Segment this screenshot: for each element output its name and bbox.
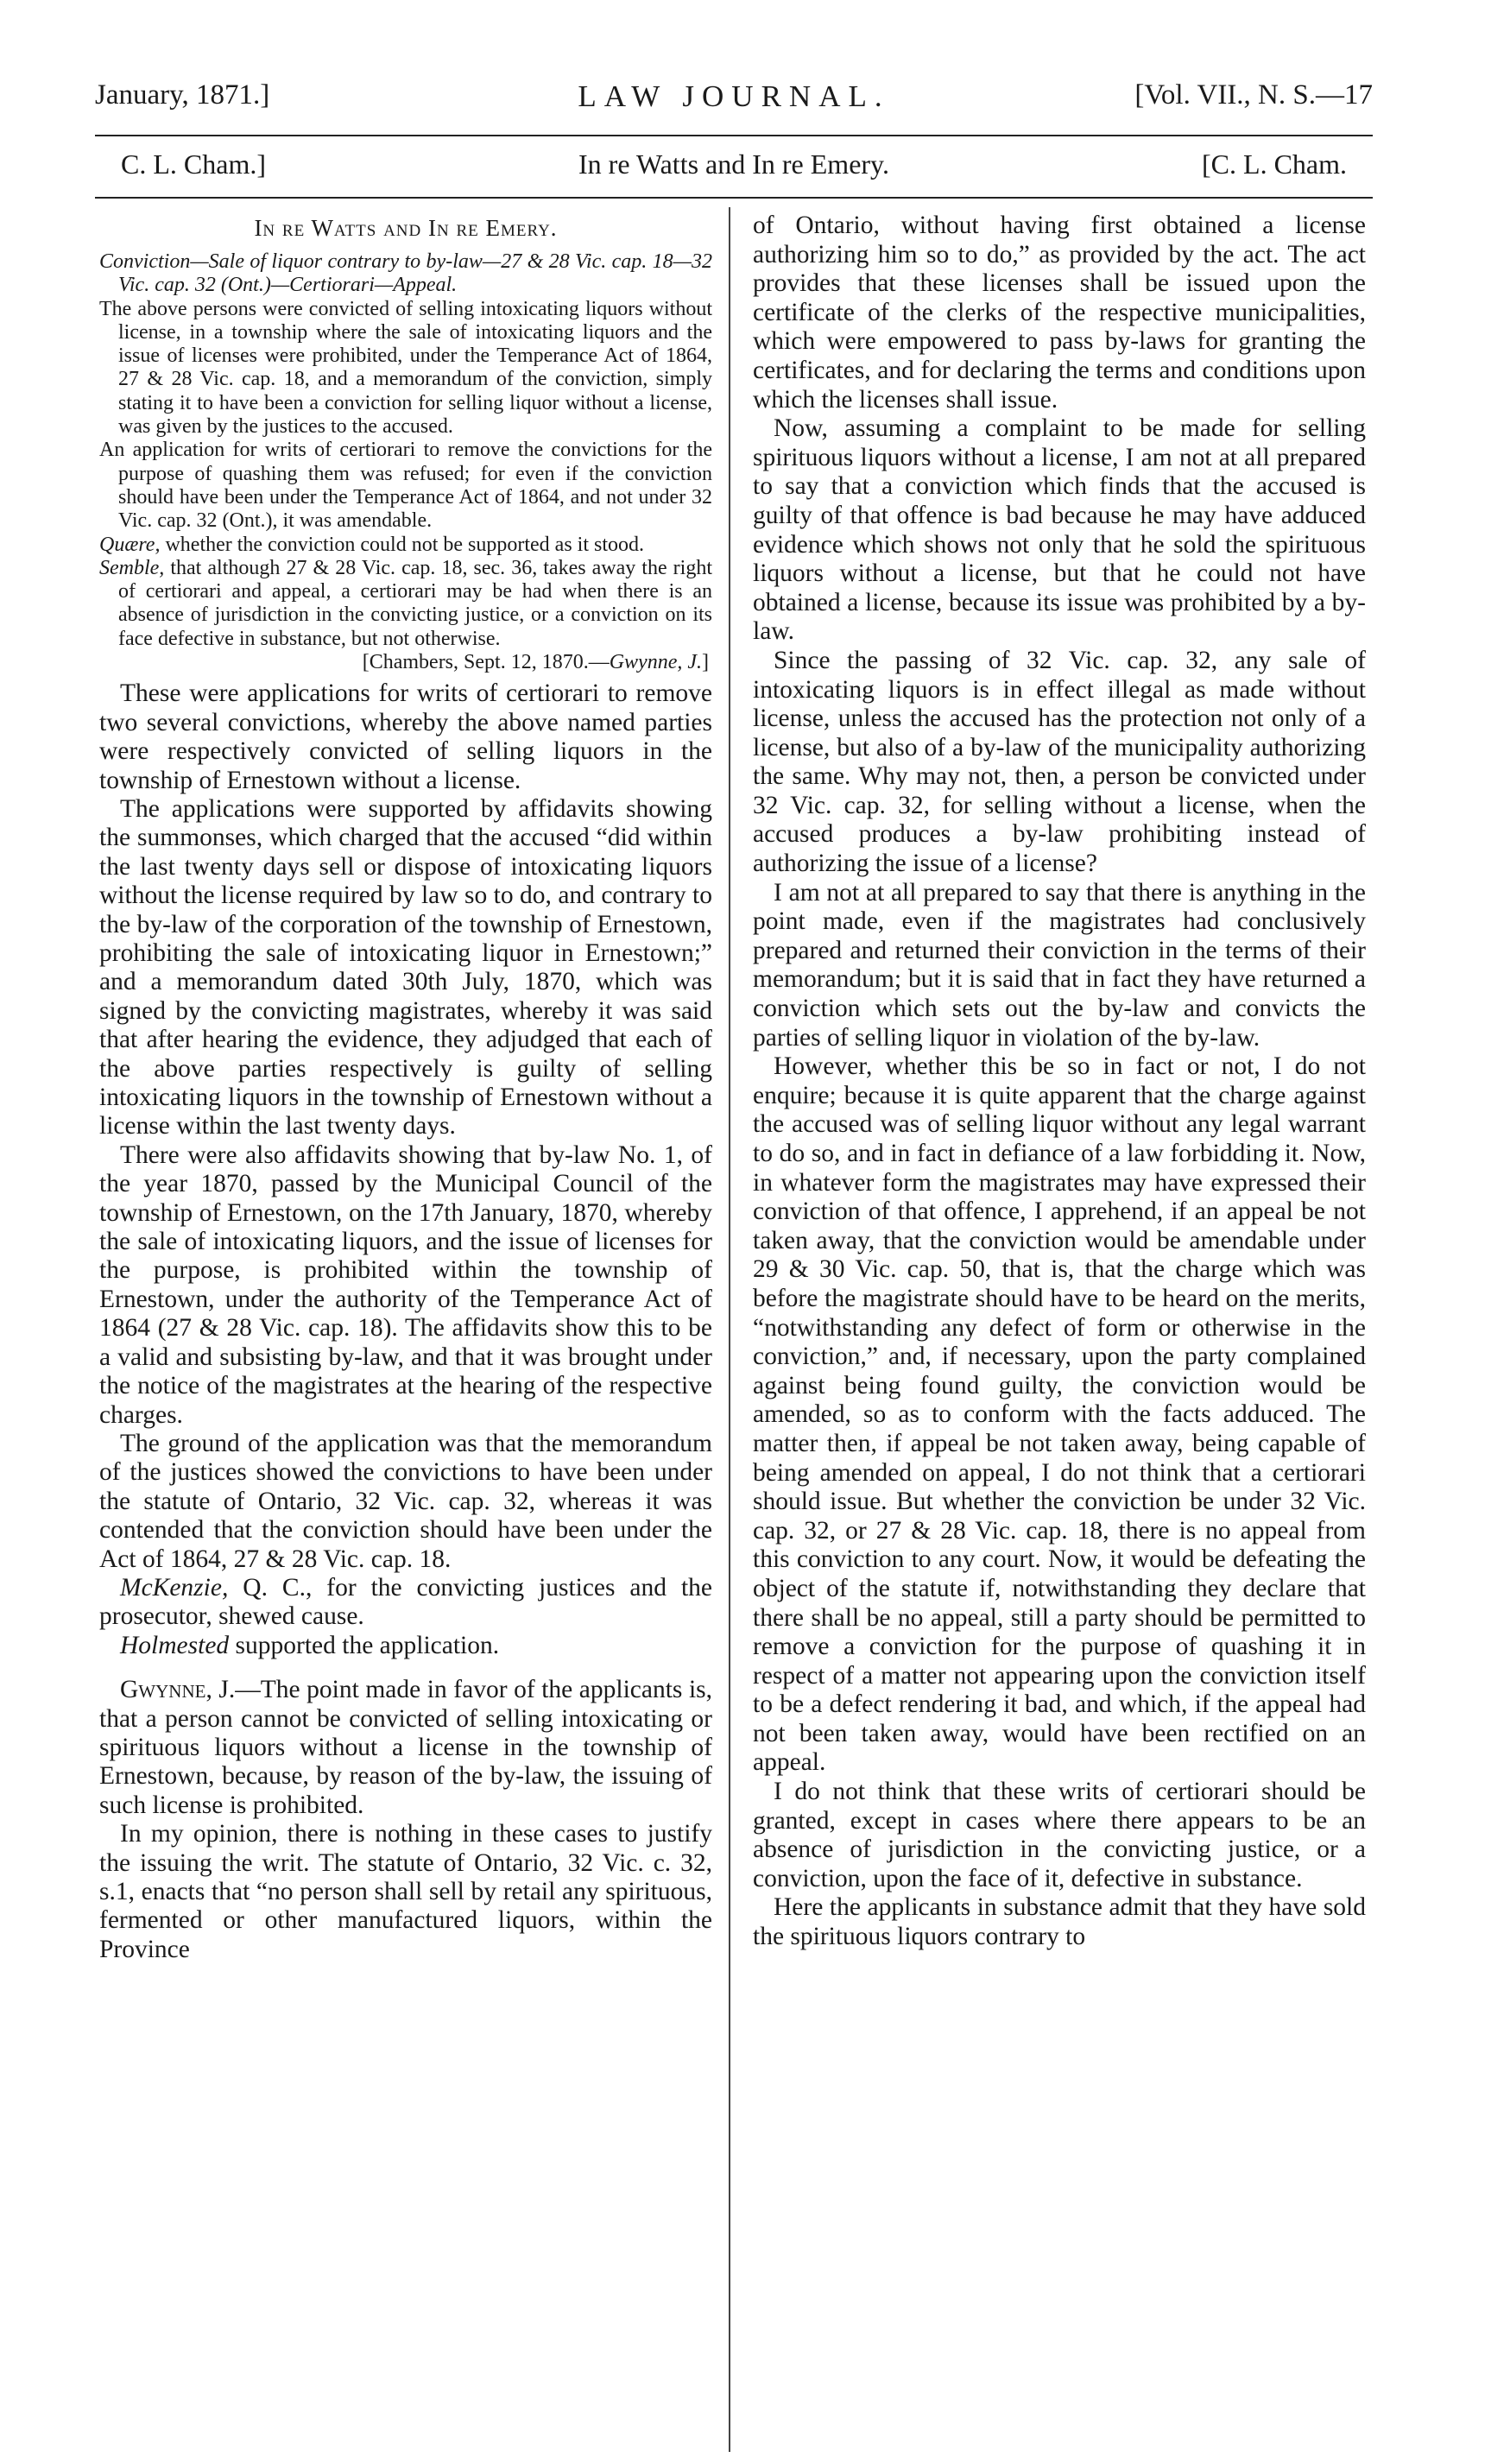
court-right: [C. L. Cham. xyxy=(1202,148,1347,180)
quaere-label: Quære, xyxy=(99,533,161,556)
paragraph: There were also affidavits showing that by-law No. 1, of the year 1870, passed by the Municipal Council of the township of Ernestown, on the 17th January, 1870, whereby the sale of intoxicating liquors, and the issue of licenses for the purpose, is prohibited within the township of Ernestown, under the authority of the Temperance Act of 1864 (27 & 28 Vic. cap. 18). The affidavits show this to be a valid and subsisting by-law, and that it was brought under the notice of the magistrates at the hearing of the respective charges. xyxy=(99,1140,712,1429)
counsel-name: McKenzie, xyxy=(120,1573,229,1602)
court-subheader xyxy=(95,148,1373,188)
volume-page: [Vol. VII., N. S.—17 xyxy=(1134,79,1373,111)
left-column xyxy=(99,212,712,1964)
running-header xyxy=(95,79,1373,123)
paragraph: These were applications for writs of certiorari to remove two several convictions, whereby the above named parties were respectively convicted of selling liquors in the township of Ernestown without a license. xyxy=(99,679,712,794)
headnote-1: The above persons were convicted of selling intoxicating liquors without license, in a township where the sale of intoxicating liquors and the issue of licenses were prohibited, under the Temperance Act of 1864, 27 & 28 Vic. cap. 18, and a memorandum of the conviction, simply stating it to have been a conviction for selling liquor without a license, was given by the justices to the accused. xyxy=(99,297,712,439)
paragraph: of Ontario, without having first obtained a license authorizing him so to do,” as provided by the act. The act provides that these licenses shall be issued upon the certificate of the clerks of the respective municipalities, which were empowered to pass by-laws for granting the certificates, and for declaring the terms and conditions upon which the licenses shall issue. xyxy=(753,212,1366,414)
counsel-name: Holmested xyxy=(120,1631,230,1659)
judge-name: Gwynne, J. xyxy=(120,1676,236,1704)
headnote-2: An application for writs of certiorari to remove the convictions for the purpose of quashing them was refused; for even if the conviction should have been under the Temperance Act of 1864, and not under 32 Vic. cap. 32 (Ont.), it was amendable. xyxy=(99,439,712,533)
counsel-paragraph xyxy=(99,1632,712,1660)
column-divider xyxy=(729,207,730,2452)
issue-date: January, 1871.] xyxy=(95,79,270,111)
case-citation xyxy=(99,651,712,674)
header-rule xyxy=(95,135,1373,136)
semble-text: that although 27 & 28 Vic. cap. 18, sec. 36, takes away the right of certiorari and appeal, a certiorari may be had when there is an absence of jurisdiction in the convicting justice, or a conviction on its face defective in substance, but not otherwise. xyxy=(118,556,712,650)
right-column xyxy=(753,212,1366,1952)
judgment-text: —The point made in favor of the applicants is, that a person cannot be convicted of selling intoxicating or spirituous liquors without a license in the township of Ernestown, because, by reason of the by-law, the issuing of such license is prohibited. xyxy=(99,1676,712,1819)
subheader-rule xyxy=(95,197,1373,199)
paragraph: Here the applicants in substance admit that they have sold the spirituous liquors contrary to xyxy=(753,1893,1366,1951)
quaere-text: whether the conviction could not be supported as it stood. xyxy=(160,533,645,556)
paragraph: Since the passing of 32 Vic. cap. 32, any sale of intoxicating liquors is in effect illegal as made without license, unless the accused has the protection not only of a license, but also of a by-law of the municipality authorizing the same. Why may not, then, a person be convicted under 32 Vic. cap. 32, for selling without a license, when the accused produces a by-law prohibiting instead of authorizing the issue of a license? xyxy=(753,646,1366,878)
semble-label: Semble, xyxy=(99,556,165,579)
paragraph: In my opinion, there is nothing in these cases to justify the issuing the writ. The statute of Ontario, 32 Vic. c. 32, s.1, enacts that “no person shall sell by retail any spirituous, fermented or other manufactured liquors, within the Province xyxy=(99,1820,712,1963)
paragraph: I do not think that these writs of certiorari should be granted, except in cases where there appears to be an absence of jurisdiction in the convicting justice, or a conviction, upon the face of it, defective in substance. xyxy=(753,1778,1366,1892)
paragraph: The applications were supported by affidavits showing the summonses, which charged that the accused “did within the last twenty days sell or dispose of intoxicating liquors without the license required by law so to do, and contrary to the by-law of the corporation of the township of Ernestown, prohibiting the sale of intoxicating liquor in Ernestown;” and a memorandum dated 30th July, 1870, which was signed by the convicting magistrates, whereby it was said that after hearing the evidence, they adjudged that each of the above parties respectively is guilty of selling intoxicating liquors in the township of Ernestown without a license within the last twenty days. xyxy=(99,794,712,1140)
counsel-paragraph xyxy=(99,1574,712,1632)
headnote-quaere xyxy=(99,534,712,557)
citation-close: ] xyxy=(702,651,709,674)
citation-judge: Gwynne, J. xyxy=(609,651,702,674)
case-running-title: In re Watts and In re Emery. xyxy=(578,148,889,180)
paragraph: Now, assuming a complaint to be made for selling spirituous liquors without a license, I am not at all prepared to say that a conviction which finds that the accused is guilty of that offence is bad because he may have adduced evidence which shows not only that he sold the spirituous liquors without a license, but that he could not have obtained a license, because its issue was prohibited by a by-law. xyxy=(753,414,1366,646)
paragraph: The ground of the application was that the memorandum of the justices showed the convictions to have been under the statute of Ontario, 32 Vic. cap. 32, whereas it was contended that the conviction should have been under the Act of 1864, 27 & 28 Vic. cap. 18. xyxy=(99,1429,712,1573)
headnote-semble xyxy=(99,557,712,651)
court-left: C. L. Cham.] xyxy=(121,148,266,180)
judgment-opening xyxy=(99,1676,712,1820)
citation-court: [Chambers, Sept. 12, 1870.— xyxy=(362,651,610,674)
counsel-text: supported the application. xyxy=(229,1631,500,1659)
case-title: In re Watts and In re Emery. xyxy=(254,215,558,241)
catchwords: Conviction—Sale of liquor contrary to by-law—27 & 28 Vic. cap. 18—32 Vic. cap. 32 (Ont.)—Certiorari—Appeal. xyxy=(99,250,712,297)
journal-title: LAW JOURNAL. xyxy=(578,79,890,113)
paragraph: However, whether this be so in fact or not, I do not enquire; because it is quite apparent that the charge against the accused was of selling liquor without any legal warrant to do so, and in fact in defiance of a law forbidding it. Now, in whatever form the magistrates may have expressed their conviction of that offence, I apprehend, if an appeal be not taken away, that the conviction would be amendable under 29 & 30 Vic. cap. 50, that is, that the charge which was before the magistrate should have to be heard on the merits, “notwithstanding any defect of form or otherwise in the conviction,” and, if necessary, upon the party complained against being found guilty, the conviction would be amended, so as to conform with the facts adduced. The matter then, if appeal be not taken away, being capable of being amended on appeal, I do not think that a certiorari should issue. But whether the conviction be under 32 Vic. cap. 32, or 27 & 28 Vic. cap. 18, there is no appeal from this conviction to any court. Now, it would be defeating the object of the statute if, notwithstanding they declare that there shall be no appeal, still a party should be permitted to remove a conviction for the purpose of quashing it in respect of a matter not appearing upon the conviction itself to be a defect rendering it bad, and which, if the appeal had not been taken away, would have been rectified on an appeal. xyxy=(753,1052,1366,1777)
counsel-text: Q. C., for the convicting justices and the prosecutor, shewed cause. xyxy=(99,1573,712,1631)
paragraph: I am not at all prepared to say that there is anything in the point made, even if the magistrates had conclusively prepared and returned their conviction in the terms of their memorandum; but it is said that in fact they have returned a conviction which sets out the by-law and convicts the parties of selling liquor in violation of the by-law. xyxy=(753,878,1366,1052)
